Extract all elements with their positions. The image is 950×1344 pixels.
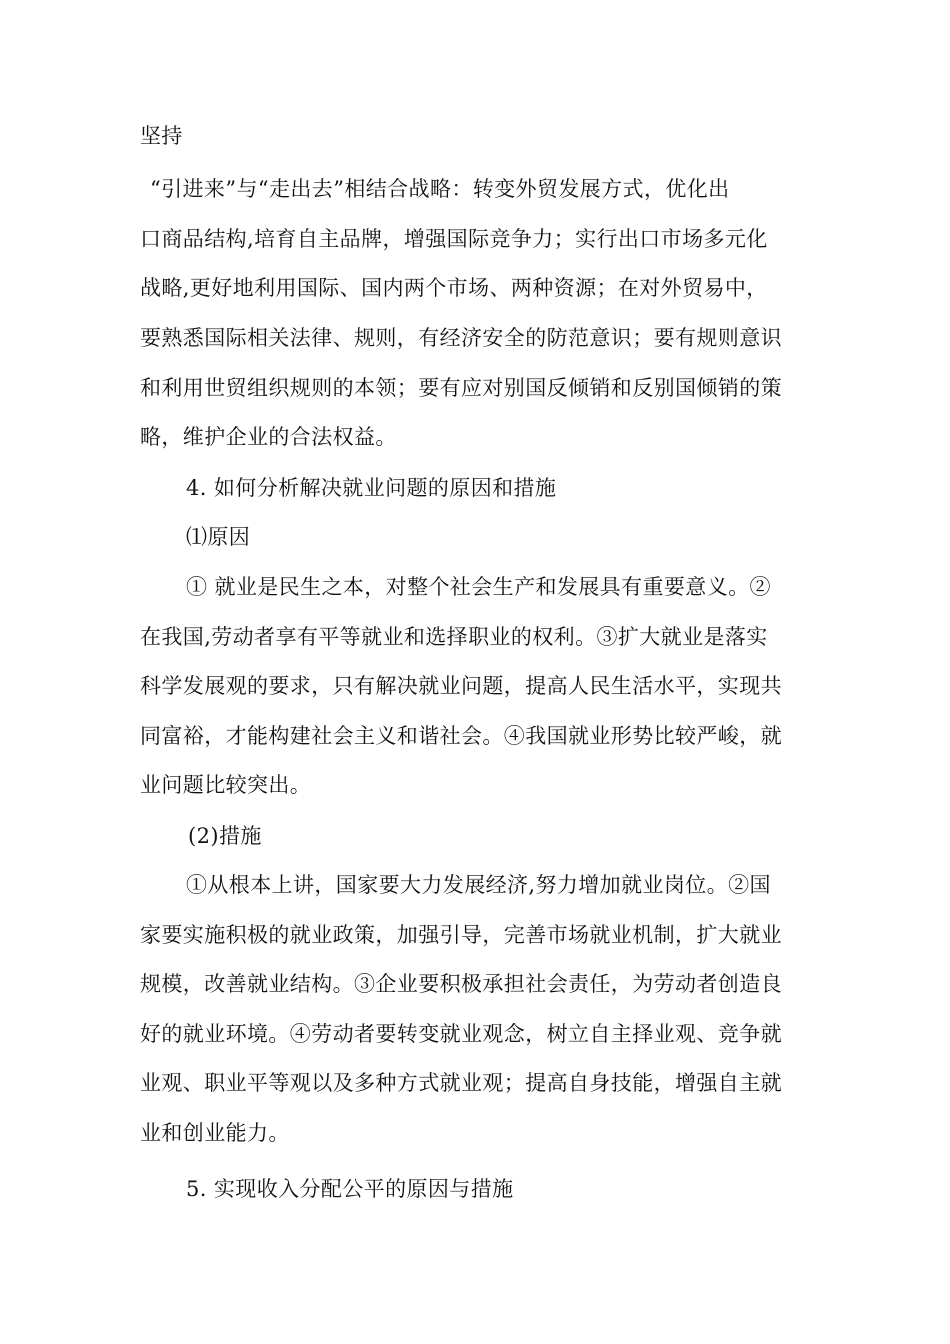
text-line: 在我国,劳动者享有平等就业和选择职业的权利。③扩大就业是落实 (140, 625, 768, 649)
subsection-heading: ⑴原因 (186, 525, 251, 549)
text-line: ① 就业是民生之本，对整个社会生产和发展具有重要意义。② (186, 575, 771, 599)
text-line: 业和创业能力。 (140, 1121, 290, 1145)
text-line: 业观、职业平等观以及多种方式就业观；提高自身技能，增强自主就 (140, 1071, 782, 1095)
subsection-heading: (2)措施 (188, 824, 262, 848)
text-line: 规模，改善就业结构。③企业要积极承担社会责任，为劳动者创造良 (140, 972, 782, 996)
text-line: 口商品结构,培育自主品牌，增强国际竞争力；实行出口市场多元化 (140, 227, 768, 251)
text-line: 坚持 (140, 124, 183, 148)
text-line: “引进来”与“走出去”相结合战略：转变外贸发展方式，优化出 (150, 177, 730, 201)
text-line: 要熟悉国际相关法律、规则，有经济安全的防范意识；要有规则意识 (140, 326, 782, 350)
text-line: 科学发展观的要求，只有解决就业问题，提高人民生活水平，实现共 (140, 674, 782, 698)
text-line: 同富裕，才能构建社会主义和谐社会。④我国就业形势比较严峻，就 (140, 724, 782, 748)
text-line: 战略,更好地利用国际、国内两个市场、两种资源；在对外贸易中， (140, 276, 768, 300)
section-heading: 5. 实现收入分配公平的原因与措施 (186, 1177, 514, 1201)
text-line: 好的就业环境。④劳动者要转变就业观念，树立自主择业观、竞争就 (140, 1022, 782, 1046)
text-line: 家要实施积极的就业政策，加强引导，完善市场就业机制，扩大就业 (140, 923, 782, 947)
text-line: 和利用世贸组织规则的本领；要有应对别国反倾销和反别国倾销的策 (140, 376, 782, 400)
section-heading: 4. 如何分析解决就业问题的原因和措施 (186, 476, 557, 500)
text-line: ①从根本上讲，国家要大力发展经济,努力增加就业岗位。②国 (186, 873, 771, 897)
text-line: 业问题比较突出。 (140, 773, 312, 797)
text-line: 略，维护企业的合法权益。 (140, 425, 397, 449)
